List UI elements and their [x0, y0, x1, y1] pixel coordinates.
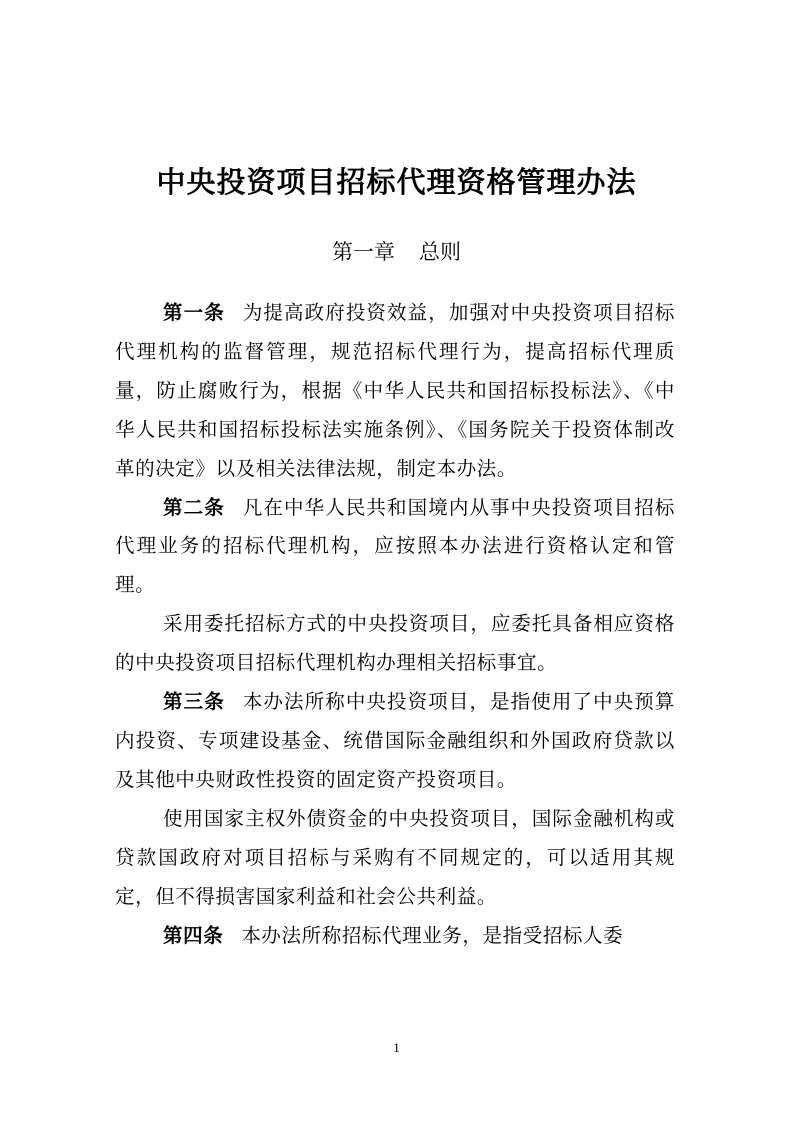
article-text: 使用国家主权外债资金的中央投资项目，国际金融机构或贷款国政府对项目招标与采购有不同规定的，可以适用其规定，但不得损害国家利益和社会公共利益。	[115, 806, 675, 908]
article-label: 第四条	[163, 923, 224, 947]
chapter-name: 总则	[419, 240, 461, 264]
article-text: 凡在中华人民共和国境内从事中央投资项目招标代理业务的招标代理机构，应按照本办法进行资格认定和管理。	[115, 495, 675, 597]
document-body	[115, 294, 675, 955]
article-text: 采用委托招标方式的中央投资项目，应委托具备相应资格的中央投资项目招标代理机构办理相关招标事宜。	[115, 612, 675, 675]
article-text: 为提高政府投资效益，加强对中央投资项目招标代理机构的监督管理，规范招标代理行为，提高招标代理质量，防止腐败行为，根据《中华人民共和国招标投标法》、《中华人民共和国招标投标法实施条例》、《国务院关于投资体制改革的决定》以及相关法律法规，制定本办法。	[115, 301, 675, 480]
chapter-number: 第一章	[332, 240, 395, 264]
page-number: 1	[393, 1040, 400, 1055]
article-2-paragraph	[115, 489, 675, 606]
article-4-paragraph	[115, 917, 675, 956]
document-title: 中央投资项目招标代理资格管理办法	[156, 165, 637, 199]
article-label: 第二条	[163, 495, 225, 519]
article-2-continuation-paragraph	[115, 605, 675, 683]
article-3-paragraph	[115, 683, 675, 800]
article-text: 本办法所称中央投资项目，是指使用了中央预算内投资、专项建设基金、统借国际金融组织和外国政府贷款以及其他中央财政性投资的固定资产投资项目。	[115, 690, 675, 791]
chapter-heading	[0, 234, 793, 270]
article-label: 第一条	[163, 301, 225, 324]
article-text: 本办法所称招标代理业务，是指受招标人委	[241, 923, 624, 947]
article-label: 第三条	[163, 690, 225, 714]
article-1-paragraph	[115, 294, 675, 489]
article-3-continuation-paragraph	[115, 800, 675, 917]
